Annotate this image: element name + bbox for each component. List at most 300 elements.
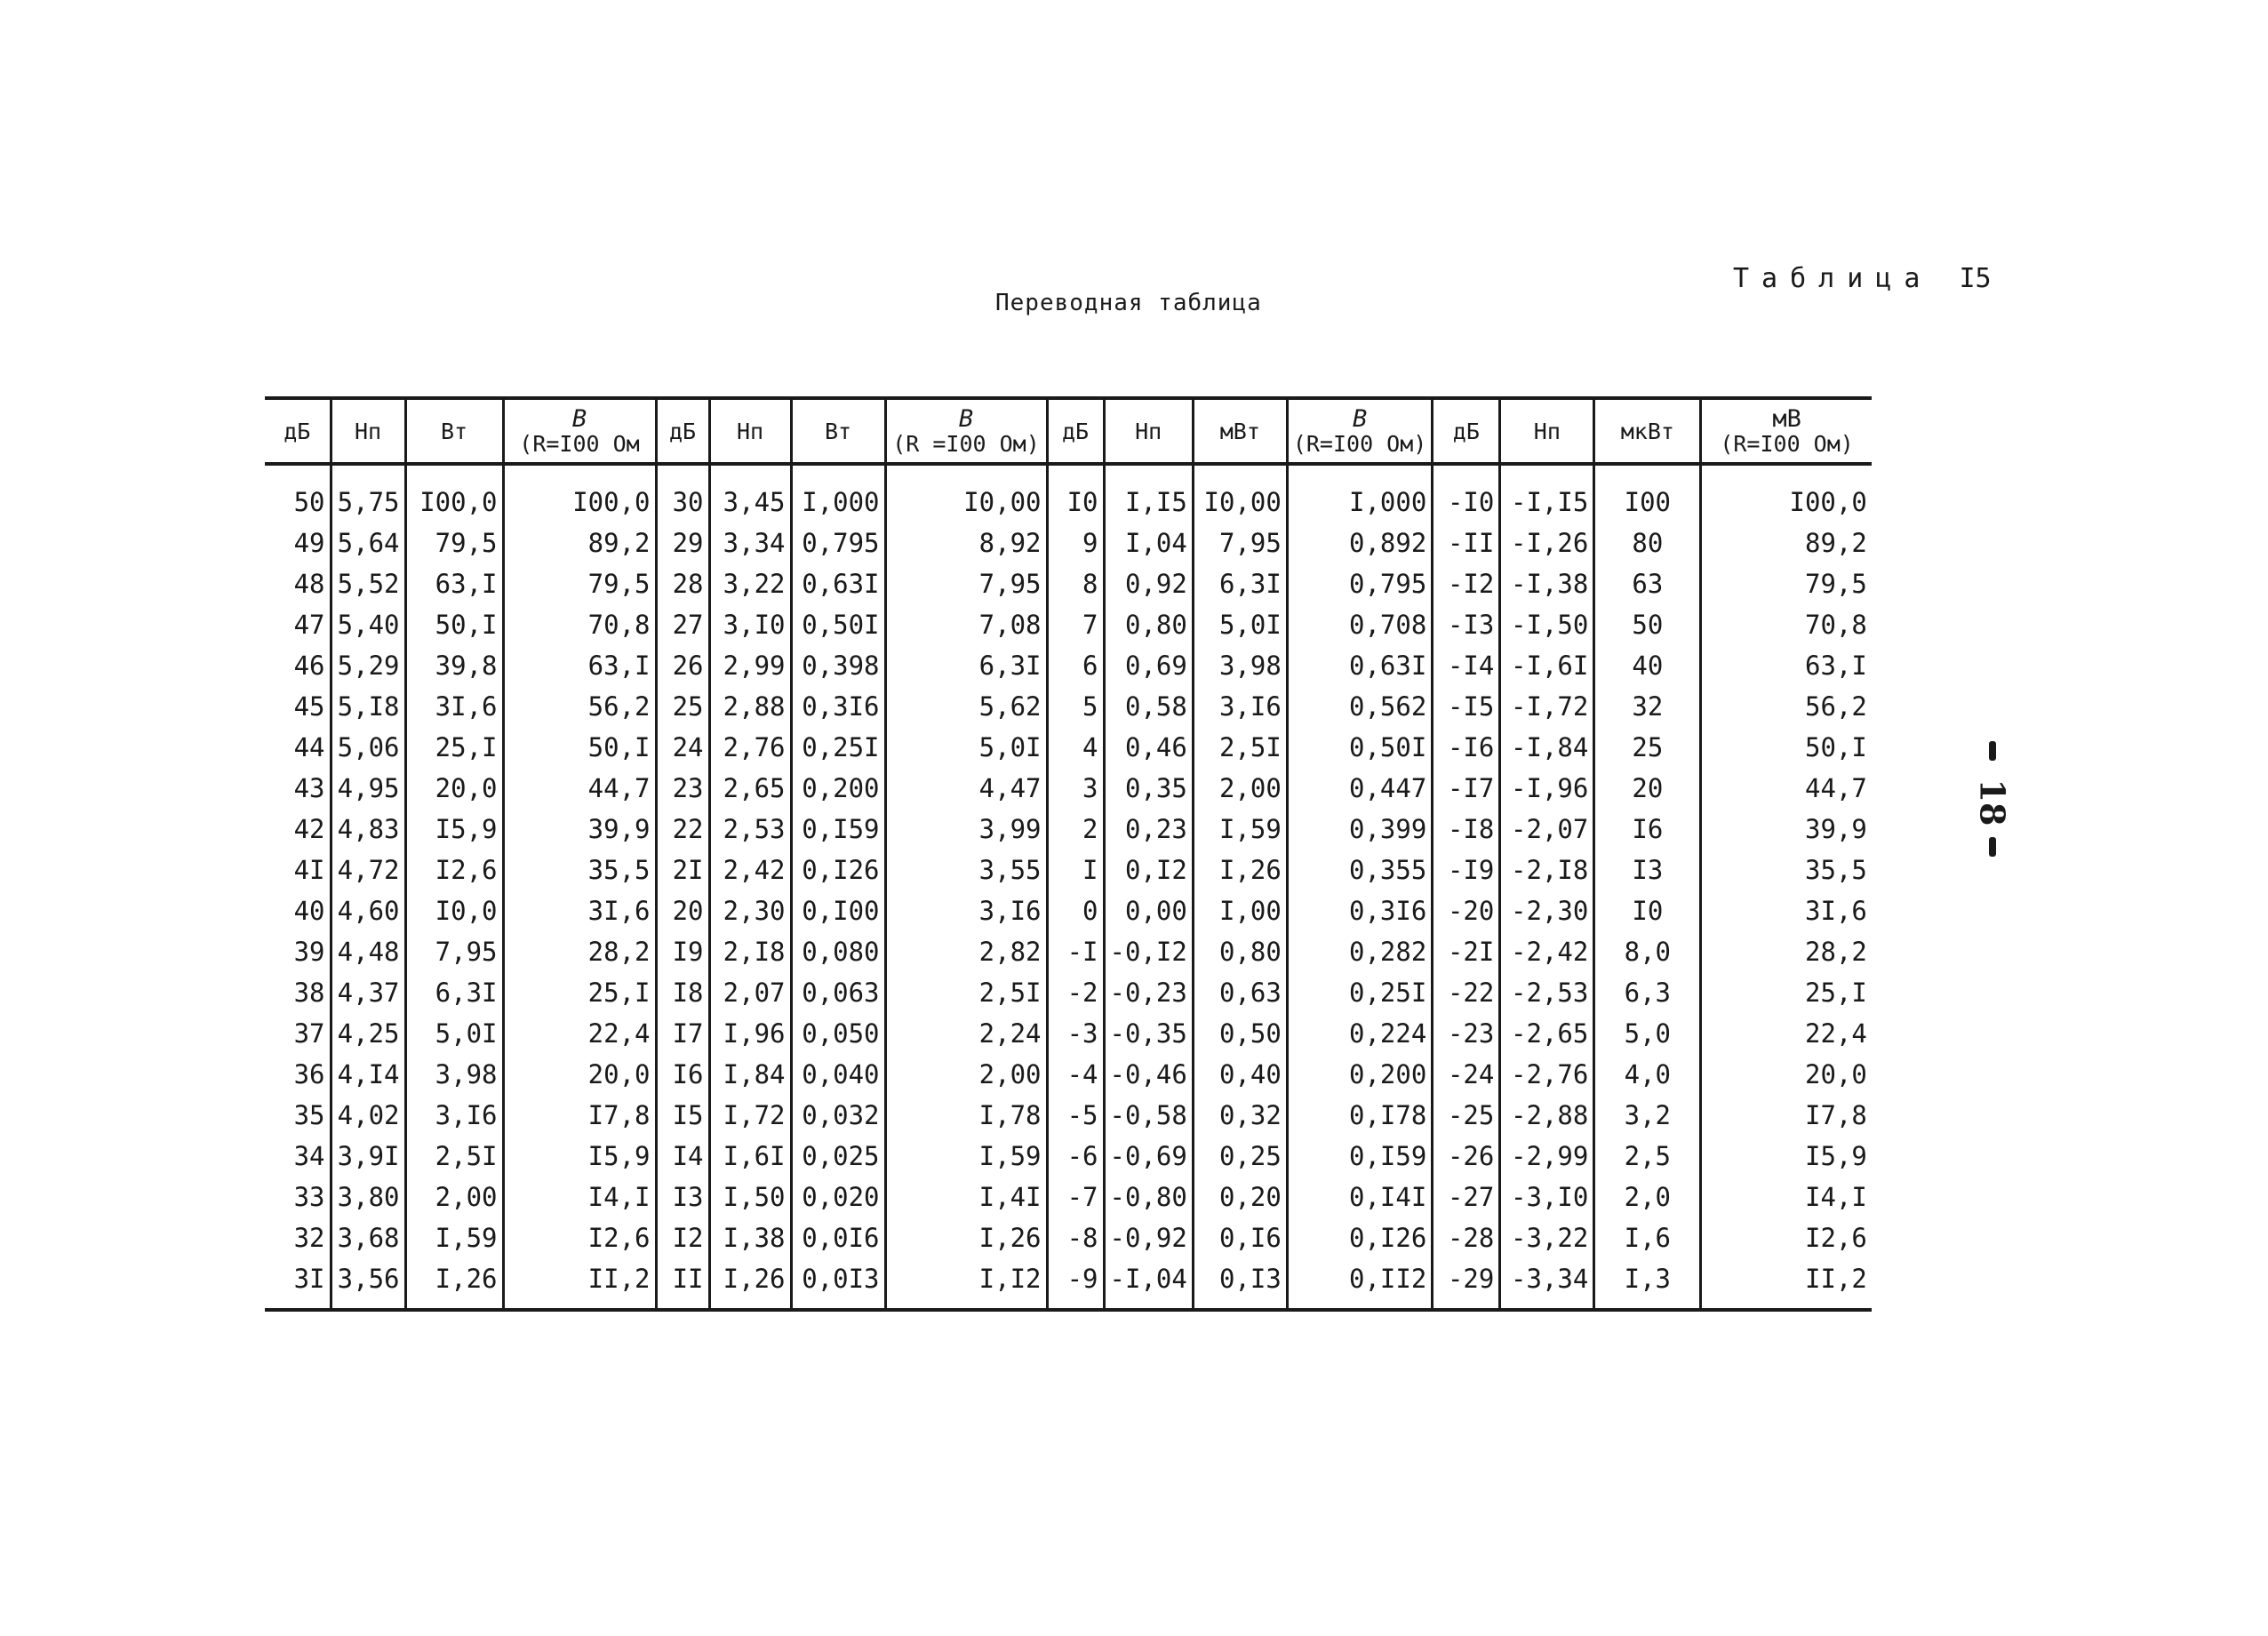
table-row — [265, 1177, 1872, 1217]
table-cell: 49 — [265, 523, 331, 563]
table-cell: 22,4 — [1701, 1013, 1872, 1054]
table-cell: 22 — [656, 809, 709, 850]
table-cell: -3 — [1047, 1013, 1104, 1054]
table-cell: -0,92 — [1104, 1217, 1193, 1258]
table-cell: 6,3I — [1193, 563, 1287, 604]
table-row — [265, 523, 1872, 563]
table-cell: I7,8 — [1701, 1095, 1872, 1136]
page-mark-dash-top — [1989, 741, 1996, 761]
table-cell: 5,0I — [405, 1013, 503, 1054]
column-header-label: дБ — [284, 418, 311, 444]
table-cell: I,3 — [1594, 1258, 1701, 1310]
conversion-table — [265, 396, 1872, 1312]
column-header-unit: В — [958, 405, 974, 433]
table-cell: 0,I00 — [791, 890, 885, 931]
table-cell: 25 — [1594, 727, 1701, 768]
table-cell: 32 — [265, 1217, 331, 1258]
table-cell: I00,0 — [503, 464, 656, 523]
table-cell: I2 — [656, 1217, 709, 1258]
table-cell: I,72 — [709, 1095, 791, 1136]
table-cell: 3,45 — [709, 464, 791, 523]
table-cell: 0,00 — [1104, 890, 1193, 931]
table-cell: 22,4 — [503, 1013, 656, 1054]
table-cell: 0,3I6 — [791, 686, 885, 727]
table-cell: 35 — [265, 1095, 331, 1136]
table-cell: 38 — [265, 972, 331, 1013]
table-cell: 33 — [265, 1177, 331, 1217]
table-cell: 0,I6 — [1193, 1217, 1287, 1258]
table-cell: 3,22 — [709, 563, 791, 604]
table-cell: I7,8 — [503, 1095, 656, 1136]
table-cell: -0,35 — [1104, 1013, 1193, 1054]
table-cell: 3,80 — [331, 1177, 405, 1217]
table-cell: I8 — [656, 972, 709, 1013]
table-cell: 25 — [656, 686, 709, 727]
table-cell: 2,24 — [885, 1013, 1047, 1054]
table-cell: -I7 — [1433, 768, 1500, 809]
table-cell: 40 — [265, 890, 331, 931]
table-cell: 0,447 — [1287, 768, 1433, 809]
table-cell: -0,23 — [1104, 972, 1193, 1013]
table-cell: 0,32 — [1193, 1095, 1287, 1136]
table-cell: I0 — [1047, 464, 1104, 523]
table-cell: 43 — [265, 768, 331, 809]
table-cell: 0,50 — [1193, 1013, 1287, 1054]
table-cell: 0,200 — [1287, 1054, 1433, 1095]
table-cell: 2,99 — [709, 645, 791, 686]
table-cell: 56,2 — [1701, 686, 1872, 727]
table-cell: -I — [1047, 931, 1104, 972]
table-cell: 4,47 — [885, 768, 1047, 809]
table-cell: I,78 — [885, 1095, 1047, 1136]
table-cell: 0,562 — [1287, 686, 1433, 727]
table-cell: 7 — [1047, 604, 1104, 645]
column-header-label: дБ — [1061, 418, 1090, 444]
table-cell: 0,40 — [1193, 1054, 1287, 1095]
table-cell: 5,0I — [885, 727, 1047, 768]
table-cell: -I4 — [1433, 645, 1500, 686]
table-cell: 79,5 — [405, 523, 503, 563]
table-cell: I3 — [1594, 850, 1701, 890]
table-cell: I5,9 — [1701, 1136, 1872, 1177]
table-cell: 8,92 — [885, 523, 1047, 563]
column-header — [1433, 398, 1500, 464]
table-cell: 0,282 — [1287, 931, 1433, 972]
table-cell: 20,0 — [405, 768, 503, 809]
table-cell: 0,892 — [1287, 523, 1433, 563]
table-cell: 0,35 — [1104, 768, 1193, 809]
table-cell: 5,64 — [331, 523, 405, 563]
table-cell: -3,34 — [1500, 1258, 1594, 1310]
table-cell: 4,0 — [1594, 1054, 1701, 1095]
table-cell: 4I — [265, 850, 331, 890]
table-cell: 0,0I6 — [791, 1217, 885, 1258]
table-cell: -2 — [1047, 972, 1104, 1013]
table-cell: -22 — [1433, 972, 1500, 1013]
table-cell: 39,9 — [1701, 809, 1872, 850]
table-cell: -I2 — [1433, 563, 1500, 604]
table-cell: I,00 — [1193, 890, 1287, 931]
table-cell: 4,48 — [331, 931, 405, 972]
table-cell: 29 — [656, 523, 709, 563]
table-cell: 2 — [1047, 809, 1104, 850]
table-cell: -24 — [1433, 1054, 1500, 1095]
table-cell: I,000 — [1287, 464, 1433, 523]
column-header-label: мкВт — [1620, 418, 1674, 444]
table-cell: -26 — [1433, 1136, 1500, 1177]
column-header-label: (R=I00 Ом) — [1720, 431, 1854, 457]
table-cell: 80 — [1594, 523, 1701, 563]
table-cell: 50 — [265, 464, 331, 523]
table-cell: 0,63 — [1193, 972, 1287, 1013]
table-cell: 3,34 — [709, 523, 791, 563]
table-cell: 50,I — [503, 727, 656, 768]
table-cell: I,84 — [709, 1054, 791, 1095]
table-cell: 47 — [265, 604, 331, 645]
table-cell: 3I,6 — [503, 890, 656, 931]
table-cell: 6,3I — [885, 645, 1047, 686]
table-cell: 89,2 — [503, 523, 656, 563]
table-cell: I0,00 — [1193, 464, 1287, 523]
table-cell: 6,3I — [405, 972, 503, 1013]
table-cell: 3,55 — [885, 850, 1047, 890]
table-row — [265, 768, 1872, 809]
table-row — [265, 850, 1872, 890]
table-cell: 0,63I — [791, 563, 885, 604]
table-cell: 0,25I — [791, 727, 885, 768]
table-cell: 70,8 — [1701, 604, 1872, 645]
table-cell: 0,355 — [1287, 850, 1433, 890]
table-cell: 3,I0 — [709, 604, 791, 645]
table-cell: 28,2 — [503, 931, 656, 972]
table-cell: I4 — [656, 1136, 709, 1177]
table-cell: 34 — [265, 1136, 331, 1177]
table-cell: 0,I26 — [791, 850, 885, 890]
table-cell: 0,I3 — [1193, 1258, 1287, 1310]
table-cell: 63 — [1594, 563, 1701, 604]
column-header — [709, 398, 791, 464]
table-cell: 50,I — [1701, 727, 1872, 768]
table-cell: 26 — [656, 645, 709, 686]
table-cell: -6 — [1047, 1136, 1104, 1177]
table-cell: I,59 — [885, 1136, 1047, 1177]
table-cell: 7,95 — [885, 563, 1047, 604]
table-cell: 7,95 — [405, 931, 503, 972]
table-cell: I00,0 — [405, 464, 503, 523]
table-cell: 2,5I — [405, 1136, 503, 1177]
table-cell: I2,6 — [1701, 1217, 1872, 1258]
table-cell: 2,5I — [885, 972, 1047, 1013]
table-cell: 0,25I — [1287, 972, 1433, 1013]
table-cell: 0,399 — [1287, 809, 1433, 850]
table-cell: -I,84 — [1500, 727, 1594, 768]
table-cell: 5 — [1047, 686, 1104, 727]
table-row — [265, 1054, 1872, 1095]
table-cell: 0,58 — [1104, 686, 1193, 727]
table-cell: I6 — [1594, 809, 1701, 850]
table-cell: 2,42 — [709, 850, 791, 890]
table-cell: -0,80 — [1104, 1177, 1193, 1217]
table-cell: 0,025 — [791, 1136, 885, 1177]
table-cell: 36 — [265, 1054, 331, 1095]
table-cell: I,26 — [709, 1258, 791, 1310]
table-cell: 3,99 — [885, 809, 1047, 850]
table-cell: 2,00 — [885, 1054, 1047, 1095]
table-cell: 4,72 — [331, 850, 405, 890]
table-cell: 3,98 — [1193, 645, 1287, 686]
table-cell: 50,I — [405, 604, 503, 645]
table-cell: 0,080 — [791, 931, 885, 972]
table-cell: 0,795 — [791, 523, 885, 563]
table-cell: 23 — [656, 768, 709, 809]
page-number-mark — [1972, 741, 2013, 857]
table-cell: 0,020 — [791, 1177, 885, 1217]
table-cell: -0,I2 — [1104, 931, 1193, 972]
table-cell: 2,0 — [1594, 1177, 1701, 1217]
table-cell: 27 — [656, 604, 709, 645]
table-cell: 0,80 — [1104, 604, 1193, 645]
table-cell: 2,5I — [1193, 727, 1287, 768]
table-cell: 4,95 — [331, 768, 405, 809]
table-cell: I,50 — [709, 1177, 791, 1217]
table-cell: -7 — [1047, 1177, 1104, 1217]
table-cell: I0 — [1594, 890, 1701, 931]
table-cell: -I,72 — [1500, 686, 1594, 727]
table-cell: 4,60 — [331, 890, 405, 931]
column-header-unit: В — [571, 405, 587, 433]
table-cell: 4,83 — [331, 809, 405, 850]
table-cell: I,000 — [791, 464, 885, 523]
table-cell: 7,08 — [885, 604, 1047, 645]
table-cell: 0,I59 — [1287, 1136, 1433, 1177]
table-cell: I — [1047, 850, 1104, 890]
table-cell: -I0 — [1433, 464, 1500, 523]
table-row — [265, 1258, 1872, 1310]
table-number: I5 — [1959, 263, 1992, 294]
table-cell: 3I,6 — [405, 686, 503, 727]
column-header-label: (R=I00 Ом — [519, 431, 640, 457]
table-cell: -I,26 — [1500, 523, 1594, 563]
table-row — [265, 1136, 1872, 1177]
table-cell: 2,82 — [885, 931, 1047, 972]
table-cell: 2,65 — [709, 768, 791, 809]
table-cell: 3,I6 — [885, 890, 1047, 931]
table-cell: 35,5 — [1701, 850, 1872, 890]
table-cell: 3,68 — [331, 1217, 405, 1258]
table-cell: I00 — [1594, 464, 1701, 523]
table-cell: 44 — [265, 727, 331, 768]
table-cell: 0,23 — [1104, 809, 1193, 850]
table-cell: 0,398 — [791, 645, 885, 686]
table-cell: 3I,6 — [1701, 890, 1872, 931]
table-cell: I,26 — [885, 1217, 1047, 1258]
column-header-label: Нп — [354, 418, 382, 444]
table-cell: 46 — [265, 645, 331, 686]
column-header-label: мВт — [1219, 418, 1260, 444]
column-header-label: Нп — [1135, 418, 1162, 444]
table-cell: -I,I5 — [1500, 464, 1594, 523]
table-cell: 3I — [265, 1258, 331, 1310]
table-cell: 6 — [1047, 645, 1104, 686]
column-header-unit: мВ — [1772, 405, 1801, 433]
table-cell: -3,I0 — [1500, 1177, 1594, 1217]
table-cell: 2,53 — [709, 809, 791, 850]
column-header — [1594, 398, 1701, 464]
table-cell: 3 — [1047, 768, 1104, 809]
table-cell: 9 — [1047, 523, 1104, 563]
table-cell: -I,50 — [1500, 604, 1594, 645]
column-header — [331, 398, 405, 464]
table-cell: 0,II2 — [1287, 1258, 1433, 1310]
table-cell: 20,0 — [1701, 1054, 1872, 1095]
table-cell: 5,29 — [331, 645, 405, 686]
table-cell: 24 — [656, 727, 709, 768]
table-row — [265, 563, 1872, 604]
table-cell: 7,95 — [1193, 523, 1287, 563]
column-header-label: Вт — [824, 418, 852, 444]
table-cell: I5,9 — [503, 1136, 656, 1177]
table-cell: 0,224 — [1287, 1013, 1433, 1054]
table-row — [265, 604, 1872, 645]
table-cell: -I,6I — [1500, 645, 1594, 686]
table-cell: I0,0 — [405, 890, 503, 931]
table-cell: 2,07 — [709, 972, 791, 1013]
table-cell: 0,032 — [791, 1095, 885, 1136]
table-cell: 0,20 — [1193, 1177, 1287, 1217]
table-cell: I5,9 — [405, 809, 503, 850]
table-cell: -2,42 — [1500, 931, 1594, 972]
table-cell: I,96 — [709, 1013, 791, 1054]
table-body — [265, 464, 1872, 1310]
table-cell: I,59 — [405, 1217, 503, 1258]
column-header-label: (R =I00 Ом) — [892, 431, 1040, 457]
table-cell: -2I — [1433, 931, 1500, 972]
table-row — [265, 931, 1872, 972]
column-header — [503, 398, 656, 464]
table-cell: II,2 — [1701, 1258, 1872, 1310]
table-cell: 89,2 — [1701, 523, 1872, 563]
table-cell: 5,52 — [331, 563, 405, 604]
table-row — [265, 1095, 1872, 1136]
table-cell: 2,I8 — [709, 931, 791, 972]
table-cell: -20 — [1433, 890, 1500, 931]
table-cell: 4,02 — [331, 1095, 405, 1136]
table-cell: 63,I — [1701, 645, 1872, 686]
table-cell: I,I5 — [1104, 464, 1193, 523]
table-cell: 4,25 — [331, 1013, 405, 1054]
table-cell: I7 — [656, 1013, 709, 1054]
column-header — [1500, 398, 1594, 464]
column-header — [1193, 398, 1287, 464]
table-cell: 79,5 — [503, 563, 656, 604]
table-cell: 0,I4I — [1287, 1177, 1433, 1217]
table-cell: 0,708 — [1287, 604, 1433, 645]
table-cell: I,26 — [405, 1258, 503, 1310]
table-cell: 3,I6 — [1193, 686, 1287, 727]
table-cell: 0,92 — [1104, 563, 1193, 604]
table-cell: -2,53 — [1500, 972, 1594, 1013]
column-header — [1047, 398, 1104, 464]
table-cell: 5,40 — [331, 604, 405, 645]
table-row — [265, 727, 1872, 768]
table-cell: -2,76 — [1500, 1054, 1594, 1095]
column-header — [1104, 398, 1193, 464]
table-cell: -I8 — [1433, 809, 1500, 850]
table-row — [265, 809, 1872, 850]
table-cell: 2,76 — [709, 727, 791, 768]
table-cell: -5 — [1047, 1095, 1104, 1136]
column-header-label: Вт — [440, 418, 468, 444]
table-row — [265, 464, 1872, 523]
table-cell: 0,50I — [791, 604, 885, 645]
table-cell: 63,I — [405, 563, 503, 604]
column-header — [265, 398, 331, 464]
table-cell: 2,00 — [405, 1177, 503, 1217]
table-cell: 39,8 — [405, 645, 503, 686]
table-cell: I4,I — [503, 1177, 656, 1217]
table-cell: 2,30 — [709, 890, 791, 931]
column-header — [656, 398, 709, 464]
table-cell: 20,0 — [503, 1054, 656, 1095]
table-cell: I,6 — [1594, 1217, 1701, 1258]
table-cell: 3,2 — [1594, 1095, 1701, 1136]
table-cell: 5,0I — [1193, 604, 1287, 645]
column-header-label: Нп — [1533, 418, 1561, 444]
table-label — [1733, 263, 1992, 294]
document-title: Переводная таблица — [995, 290, 1262, 316]
column-header — [791, 398, 885, 464]
table-cell: 42 — [265, 809, 331, 850]
column-header — [885, 398, 1047, 464]
column-header-label: (R=I00 Ом) — [1292, 431, 1427, 457]
table-cell: 4,37 — [331, 972, 405, 1013]
table-cell: I9 — [656, 931, 709, 972]
table-cell: I,38 — [709, 1217, 791, 1258]
table-cell: -I9 — [1433, 850, 1500, 890]
table-cell: -I,04 — [1104, 1258, 1193, 1310]
table-cell: 70,8 — [503, 604, 656, 645]
table-cell: 0 — [1047, 890, 1104, 931]
table-cell: -27 — [1433, 1177, 1500, 1217]
table-cell: II — [656, 1258, 709, 1310]
table-cell: 3,56 — [331, 1258, 405, 1310]
table-cell: -9 — [1047, 1258, 1104, 1310]
table-cell: 0,0I3 — [791, 1258, 885, 1310]
table-row — [265, 1013, 1872, 1054]
table-cell: 30 — [656, 464, 709, 523]
table-cell: 0,80 — [1193, 931, 1287, 972]
table-cell: I,4I — [885, 1177, 1047, 1217]
table-cell: 2I — [656, 850, 709, 890]
table-cell: I6 — [656, 1054, 709, 1095]
table-cell: 39 — [265, 931, 331, 972]
table-cell: II,2 — [503, 1258, 656, 1310]
table-cell: 0,I78 — [1287, 1095, 1433, 1136]
table-cell: 50 — [1594, 604, 1701, 645]
column-header-unit: В — [1352, 405, 1368, 433]
table-cell: 3,I6 — [405, 1095, 503, 1136]
table-cell: -0,69 — [1104, 1136, 1193, 1177]
table-cell: 45 — [265, 686, 331, 727]
table-cell: 0,I2 — [1104, 850, 1193, 890]
table-cell: 35,5 — [503, 850, 656, 890]
table-cell: 0,040 — [791, 1054, 885, 1095]
table-cell: -2,88 — [1500, 1095, 1594, 1136]
table-cell: 0,I59 — [791, 809, 885, 850]
table-cell: 39,9 — [503, 809, 656, 850]
table-cell: I4,I — [1701, 1177, 1872, 1217]
table-cell: -I3 — [1433, 604, 1500, 645]
